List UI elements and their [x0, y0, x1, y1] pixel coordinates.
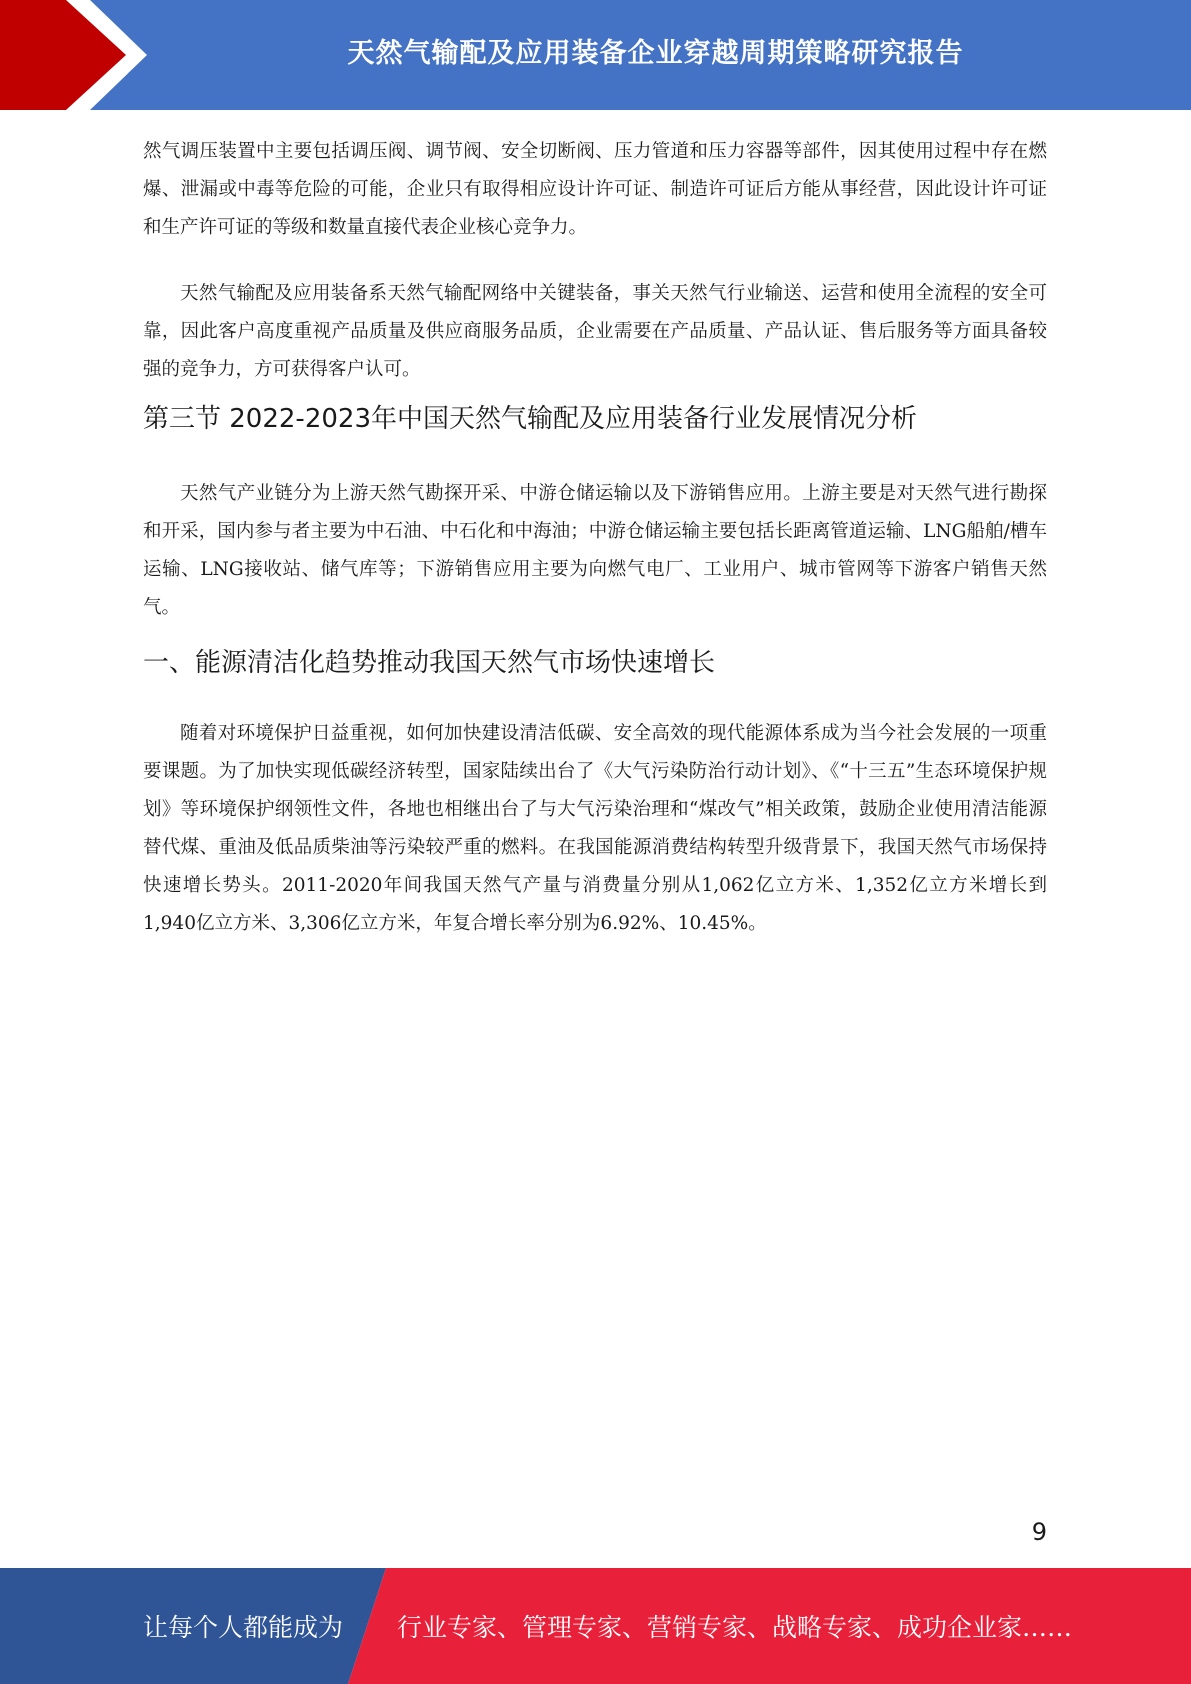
footer-slogan-left: 让每个人都能成为 [143, 1613, 344, 1642]
report-title: 天然气输配及应用装备企业穿越周期策略研究报告 [347, 37, 964, 69]
paragraph-4: 随着对环境保护日益重视，如何加快建设清洁低碳、安全高效的现代能源体系成为当今社会发展的一项重要课题。为了加快实现低碳经济转型，国家陆续出台了《大气污染防治行动计划》、《“十三五”生态环境保护规划》等环境保护纲领性文件，各地也相继出台了与大气污染治理和“煤改气”相关政策，鼓励企业使用清洁能源替代煤、重油及低品质柴油等污染较严重的燃料。在我国能源消费结构转型升级背景下，我国天然气市场保持快速增长势头。2011-2020年间我国天然气产量与消费量分别从1,062亿立方米、1,352亿立方米增长到1,940亿立方米、3,306亿立方米，年复合增长率分别为6.92%、10.45%。 [143, 723, 1047, 934]
paragraph-1: 然气调压装置中主要包括调压阀、调节阀、安全切断阀、压力管道和压力容器等部件，因其使用过程中存在燃爆、泄漏或中毒等危险的可能，企业只有取得相应设计许可证、制造许可证后方能从事经营，因此设计许可证和生产许可证的等级和数量直接代表企业核心竞争力。 [143, 141, 1047, 238]
section-heading: 第三节 2022-2023年中国天然气输配及应用装备行业发展情况分析 [143, 404, 917, 434]
page-number: 9 [1031, 1518, 1047, 1546]
footer-slogan-right: 行业专家、管理专家、营销专家、战略专家、成功企业家…… [397, 1613, 1073, 1642]
page-footer [0, 1568, 1191, 1684]
sub-heading: 一、能源清洁化趋势推动我国天然气市场快速增长 [143, 648, 716, 678]
paragraph-2: 天然气输配及应用装备系天然气输配网络中关键装备，事关天然气行业输送、运营和使用全流程的安全可靠，因此客户高度重视产品质量及供应商服务品质，企业需要在产品质量、产品认证、售后服务等方面具备较强的竞争力，方可获得客户认可。 [143, 283, 1047, 380]
page-header [0, 0, 1191, 110]
paragraph-3: 天然气产业链分为上游天然气勘探开采、中游仓储运输以及下游销售应用。上游主要是对天然气进行勘探和开采，国内参与者主要为中石油、中石化和中海油；中游仓储运输主要包括长距离管道运输、LNG船舶/槽车运输、LNG接收站、储气库等；下游销售应用主要为向燃气电厂、工业用户、城市管网等下游客户销售天然气。 [143, 483, 1047, 618]
